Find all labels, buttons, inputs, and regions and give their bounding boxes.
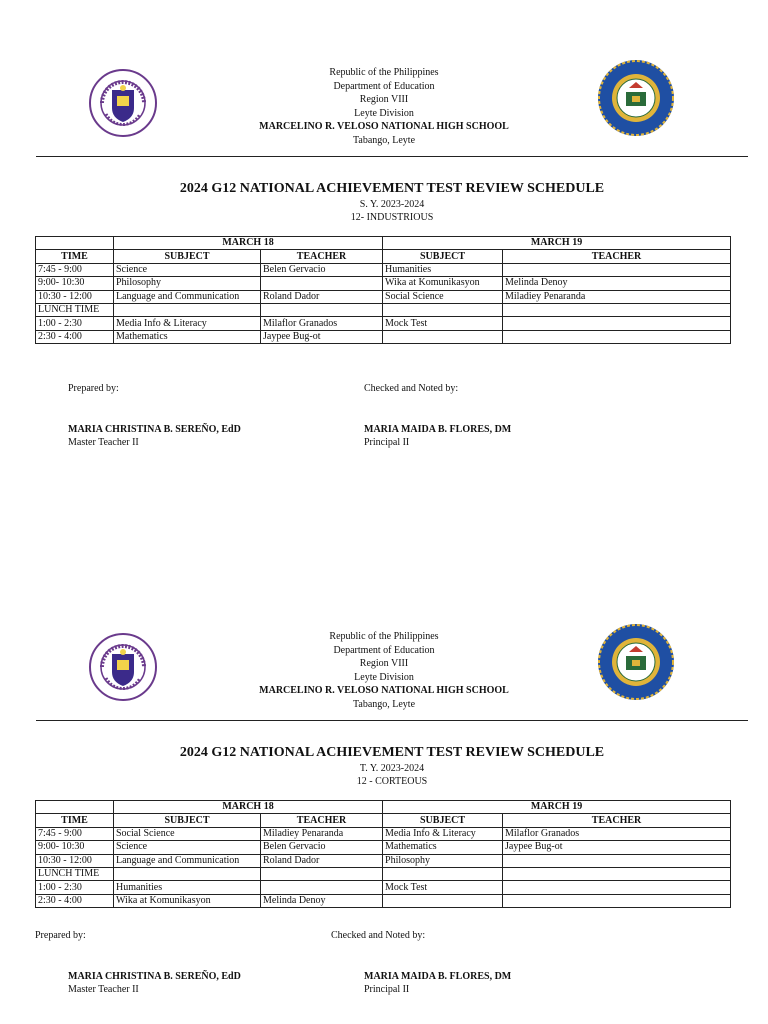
schedule-table: [35, 236, 731, 344]
subject-cell: Science: [114, 263, 261, 276]
school-seal-icon: [596, 622, 676, 702]
checker-title: Principal II: [364, 984, 410, 995]
header-department: Department of Education: [333, 644, 435, 656]
checker-signature: [364, 423, 511, 449]
header-division: Leyte Division: [354, 671, 414, 683]
checked-by-label: Checked and Noted by:: [331, 930, 426, 941]
subject-cell: [383, 867, 503, 880]
teacher-cell: [503, 894, 731, 907]
table-row: [36, 317, 731, 330]
letterhead: [184, 66, 584, 148]
table-row: [36, 263, 731, 276]
subject-cell: Mock Test: [383, 317, 503, 330]
table-row: [36, 277, 731, 290]
checker-name: MARIA MAIDA B. FLORES, DM: [364, 971, 512, 982]
preparer-name: MARIA CHRISTINA B. SEREÑO, EdD: [68, 971, 241, 982]
page-title: 2024 G12 NATIONAL ACHIEVEMENT TEST REVIEW SCHEDULE: [179, 745, 605, 760]
teacher-cell: Melinda Denoy: [261, 894, 383, 907]
teacher-header: TEACHER: [261, 814, 383, 827]
divider: [36, 156, 748, 157]
prepared-by-label: Prepared by:: [35, 930, 86, 941]
time-header: TIME: [36, 814, 114, 827]
teacher-cell: Roland Dador: [261, 290, 383, 303]
teacher-cell: Milaflor Granados: [503, 827, 731, 840]
divider: [36, 720, 748, 721]
subject-cell: Mock Test: [383, 881, 503, 894]
teacher-cell: [261, 881, 383, 894]
subject-header: SUBJECT: [383, 814, 503, 827]
time-cell: LUNCH TIME: [36, 303, 114, 316]
time-cell: 7:45 - 9:00: [36, 263, 114, 276]
table-row: [36, 827, 731, 840]
teacher-cell: Jaypee Bug-ot: [261, 330, 383, 343]
header-region: Region VIII: [359, 94, 409, 106]
day1-header: MARCH 18: [114, 801, 383, 814]
teacher-cell: [503, 867, 731, 880]
deped-seal-icon: [88, 632, 158, 702]
section-name: 12- INDUSTRIOUS: [350, 212, 434, 223]
subject-cell: [383, 894, 503, 907]
header-division: Leyte Division: [354, 107, 414, 119]
header-republic: Republic of the Philippines: [329, 631, 439, 642]
blank-header: [36, 801, 114, 814]
subject-cell: Philosophy: [383, 854, 503, 867]
subject-cell: Philosophy: [114, 277, 261, 290]
subject-cell: Language and Communication: [114, 290, 261, 303]
school-year: S. Y. 2023-2024: [359, 199, 425, 210]
teacher-cell: [503, 330, 731, 343]
time-cell: 9:00- 10:30: [36, 277, 114, 290]
prepared-by-label: Prepared by:: [68, 383, 119, 394]
teacher-cell: [503, 303, 731, 316]
header-department: Department of Education: [333, 80, 435, 92]
teacher-cell: Belen Gervacio: [261, 263, 383, 276]
subject-cell: Social Science: [383, 290, 503, 303]
school-seal-icon: [596, 58, 676, 138]
checker-name: MARIA MAIDA B. FLORES, DM: [364, 424, 512, 435]
time-cell: 1:00 - 2:30: [36, 881, 114, 894]
time-cell: 10:30 - 12:00: [36, 854, 114, 867]
subject-cell: Wika at Komunikasyon: [383, 277, 503, 290]
subject-cell: [383, 330, 503, 343]
header-school-name: MARCELINO R. VELOSO NATIONAL HIGH SCHOOL: [259, 685, 509, 697]
teacher-cell: [503, 317, 731, 330]
subject-cell: Wika at Komunikasyon: [114, 894, 261, 907]
preparer-signature: [68, 423, 241, 449]
subject-cell: Mathematics: [114, 330, 261, 343]
subject-cell: Humanities: [383, 263, 503, 276]
teacher-cell: [503, 881, 731, 894]
header-school-name: MARCELINO R. VELOSO NATIONAL HIGH SCHOOL: [259, 121, 509, 133]
teacher-cell: [261, 303, 383, 316]
time-cell: 10:30 - 12:00: [36, 290, 114, 303]
teacher-cell: Belen Gervacio: [261, 841, 383, 854]
table-row: [36, 290, 731, 303]
table-row: [36, 841, 731, 854]
subject-cell: [114, 303, 261, 316]
time-cell: LUNCH TIME: [36, 867, 114, 880]
teacher-cell: [261, 867, 383, 880]
table-row: [36, 867, 731, 880]
teacher-cell: [503, 854, 731, 867]
preparer-name: MARIA CHRISTINA B. SEREÑO, EdD: [68, 424, 241, 435]
school-year-block: [16, 762, 768, 788]
subject-cell: Media Info & Literacy: [114, 317, 261, 330]
subject-cell: Humanities: [114, 881, 261, 894]
school-year-block: [16, 198, 768, 224]
table-row: [36, 330, 731, 343]
checker-title: Principal II: [364, 437, 410, 448]
preparer-signature: [68, 970, 241, 996]
table-row: [36, 894, 731, 907]
teacher-cell: Milaflor Granados: [261, 317, 383, 330]
subject-cell: Social Science: [114, 827, 261, 840]
letterhead: [184, 630, 584, 712]
preparer-title: Master Teacher II: [68, 984, 139, 995]
deped-seal-icon: [88, 68, 158, 138]
teacher-cell: Miladiey Penaranda: [261, 827, 383, 840]
subject-cell: Media Info & Literacy: [383, 827, 503, 840]
teacher-cell: Roland Dador: [261, 854, 383, 867]
day2-header: MARCH 19: [383, 237, 731, 250]
subject-cell: [114, 867, 261, 880]
subject-header: SUBJECT: [114, 250, 261, 263]
teacher-header: TEACHER: [503, 814, 731, 827]
preparer-title: Master Teacher II: [68, 437, 139, 448]
teacher-cell: [261, 277, 383, 290]
section-name: 12 - CORTEOUS: [356, 776, 428, 787]
time-cell: 2:30 - 4:00: [36, 330, 114, 343]
schedule-table: [35, 800, 731, 908]
teacher-cell: Miladiey Penaranda: [503, 290, 731, 303]
checked-by-label: Checked and Noted by:: [364, 383, 459, 394]
time-cell: 2:30 - 4:00: [36, 894, 114, 907]
subject-cell: [383, 303, 503, 316]
header-location: Tabango, Leyte: [352, 698, 416, 710]
header-republic: Republic of the Philippines: [329, 67, 439, 78]
blank-header: [36, 237, 114, 250]
table-row: [36, 854, 731, 867]
subject-header: SUBJECT: [383, 250, 503, 263]
subject-header: SUBJECT: [114, 814, 261, 827]
checker-signature: [364, 970, 511, 996]
time-cell: 9:00- 10:30: [36, 841, 114, 854]
subject-cell: Science: [114, 841, 261, 854]
school-year: T. Y. 2023-2024: [359, 763, 425, 774]
table-row: [36, 303, 731, 316]
header-location: Tabango, Leyte: [352, 134, 416, 146]
day1-header: MARCH 18: [114, 237, 383, 250]
teacher-cell: Jaypee Bug-ot: [503, 841, 731, 854]
teacher-cell: [503, 263, 731, 276]
teacher-header: TEACHER: [261, 250, 383, 263]
subject-cell: Language and Communication: [114, 854, 261, 867]
teacher-cell: Melinda Denoy: [503, 277, 731, 290]
header-region: Region VIII: [359, 658, 409, 670]
time-header: TIME: [36, 250, 114, 263]
teacher-header: TEACHER: [503, 250, 731, 263]
day2-header: MARCH 19: [383, 801, 731, 814]
time-cell: 1:00 - 2:30: [36, 317, 114, 330]
subject-cell: Mathematics: [383, 841, 503, 854]
table-row: [36, 881, 731, 894]
page-title: 2024 G12 NATIONAL ACHIEVEMENT TEST REVIEW SCHEDULE: [179, 181, 605, 196]
time-cell: 7:45 - 9:00: [36, 827, 114, 840]
